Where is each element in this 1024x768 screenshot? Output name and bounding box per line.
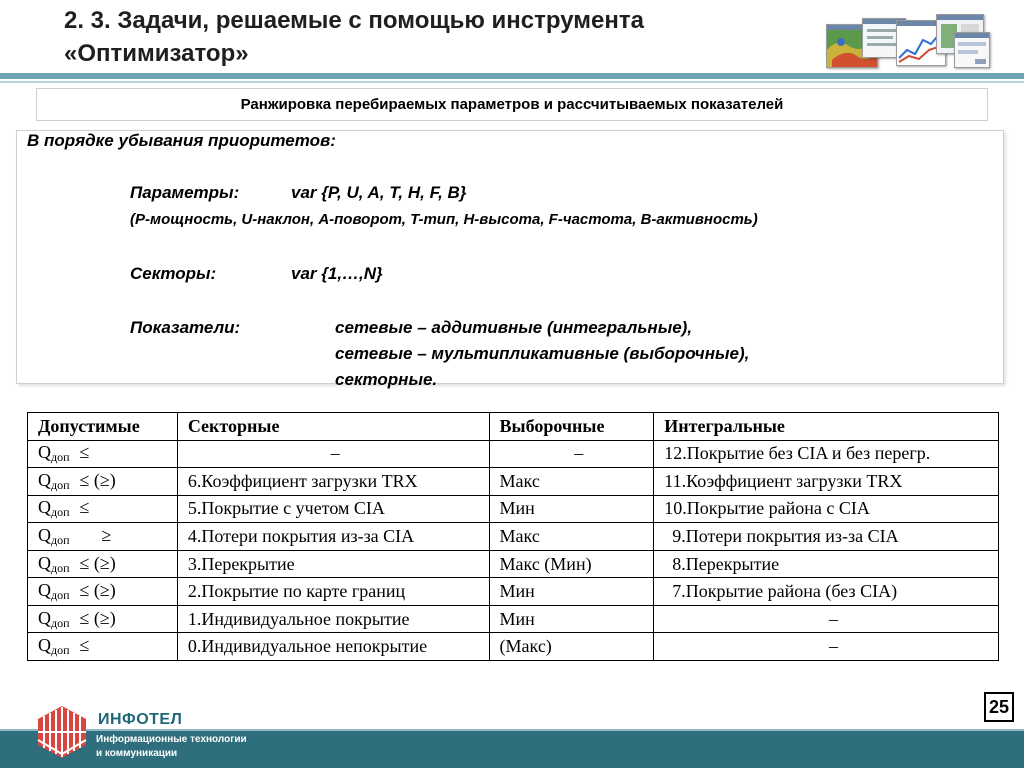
params-label: Параметры:: [130, 183, 240, 202]
subtitle-text: Ранжировка перебираемых параметров и рассчитываемых показателей: [240, 96, 784, 113]
subtitle-box: [36, 88, 988, 121]
sector-cell: 0.Индивидуальное непокрытие: [177, 633, 489, 661]
infotel-logo-icon: [34, 704, 90, 760]
table-row: [28, 633, 999, 661]
constraint-operator: ≤: [79, 497, 90, 518]
table-header-row: [28, 413, 999, 441]
thumbnail-dialog-image: [954, 32, 990, 68]
page-number: 25: [984, 692, 1014, 722]
table-row: [28, 495, 999, 523]
ranking-table: [27, 412, 999, 661]
constraint-cell: Qдоп ≤ (≥): [28, 550, 178, 578]
constraint-operator: ≥: [101, 524, 112, 545]
integral-cell: 8.Перекрытие: [654, 550, 999, 578]
column-header: Интегральные: [654, 413, 999, 441]
indicator-item: сетевые – аддитивные (интегральные),: [335, 318, 693, 337]
constraint-cell: Qдоп ≤: [28, 495, 178, 523]
constraint-cell: Qдоп ≤: [28, 440, 178, 468]
sector-cell: 2.Покрытие по карте границ: [177, 578, 489, 606]
sectors-value: var {1,…,N}: [291, 264, 383, 283]
indicators-label: Показатели:: [130, 318, 241, 337]
sample-cell: Мин: [489, 578, 654, 606]
column-header: Допустимые: [28, 413, 178, 441]
table-row: [28, 523, 999, 551]
constraint-operator: ≤: [79, 635, 90, 656]
integral-cell: –: [654, 633, 999, 661]
integral-cell: 10.Покрытие района с CIA: [654, 495, 999, 523]
table-row: [28, 440, 999, 468]
constraint-operator: ≤ (≥): [79, 580, 116, 601]
sector-cell: 6.Коэффициент загрузки TRX: [177, 468, 489, 496]
table-row: [28, 605, 999, 633]
column-header: Выборочные: [489, 413, 654, 441]
sample-cell: Макс: [489, 523, 654, 551]
sector-cell: 3.Перекрытие: [177, 550, 489, 578]
constraint-cell: Qдоп ≤ (≥): [28, 578, 178, 606]
priority-content-box: [16, 130, 1004, 389]
table-row: [28, 468, 999, 496]
sample-cell: –: [489, 440, 654, 468]
constraint-cell: Qдоп ≤ (≥): [28, 605, 178, 633]
indicator-item: секторные.: [335, 370, 438, 389]
params-explanation: (P-мощность, U-наклон, A-поворот, T-тип, H-высота, F-частота, B-активность): [130, 211, 758, 228]
brand-tagline: [96, 733, 247, 761]
column-header: Секторные: [177, 413, 489, 441]
integral-cell: 7.Покрытие района (без CIA): [654, 578, 999, 606]
integral-cell: –: [654, 605, 999, 633]
brand-tagline-line1: Информационные технологии: [96, 734, 247, 745]
slide-title-line1: 2. 3. Задачи, решаемые с помощью инструмента: [64, 7, 644, 34]
sample-cell: Макс: [489, 468, 654, 496]
table-row: [28, 550, 999, 578]
brand-name: ИНФОТЕЛ: [98, 711, 183, 728]
constraint-operator: ≤ (≥): [79, 469, 116, 490]
indicator-item: сетевые – мультипликативные (выборочные),: [335, 344, 750, 363]
params-value: var {P, U, A, T, H, F, B}: [291, 183, 467, 202]
sample-cell: Мин: [489, 495, 654, 523]
integral-cell: 12.Покрытие без CIA и без перегр.: [654, 440, 999, 468]
constraint-cell: Qдоп ≤: [28, 633, 178, 661]
title-divider: [0, 73, 1024, 79]
sample-cell: Мин: [489, 605, 654, 633]
header-thumbnails-image: [826, 14, 992, 72]
sample-cell: Макс (Мин): [489, 550, 654, 578]
constraint-operator: ≤ (≥): [79, 552, 116, 573]
sector-cell: 5.Покрытие с учетом CIA: [177, 495, 489, 523]
slide-title: [64, 4, 804, 70]
integral-cell: 11.Коэффициент загрузки TRX: [654, 468, 999, 496]
sector-cell: 4.Потери покрытия из-за CIA: [177, 523, 489, 551]
constraint-operator: ≤: [79, 442, 90, 463]
brand-tagline-line2: и коммуникации: [96, 748, 178, 759]
constraint-operator: ≤ (≥): [79, 607, 116, 628]
sector-cell: 1.Индивидуальное покрытие: [177, 605, 489, 633]
sector-cell: –: [177, 440, 489, 468]
title-divider-thin: [0, 81, 1024, 83]
table-row: [28, 578, 999, 606]
priority-heading: В порядке убывания приоритетов:: [27, 131, 336, 150]
constraint-cell: Qдоп ≤ (≥): [28, 468, 178, 496]
slide-title-line2: «Оптимизатор»: [64, 40, 249, 67]
sectors-label: Секторы:: [130, 264, 217, 283]
integral-cell: 9.Потери покрытия из-за CIA: [654, 523, 999, 551]
sample-cell: (Макс): [489, 633, 654, 661]
constraint-cell: Qдоп ≥: [28, 523, 178, 551]
